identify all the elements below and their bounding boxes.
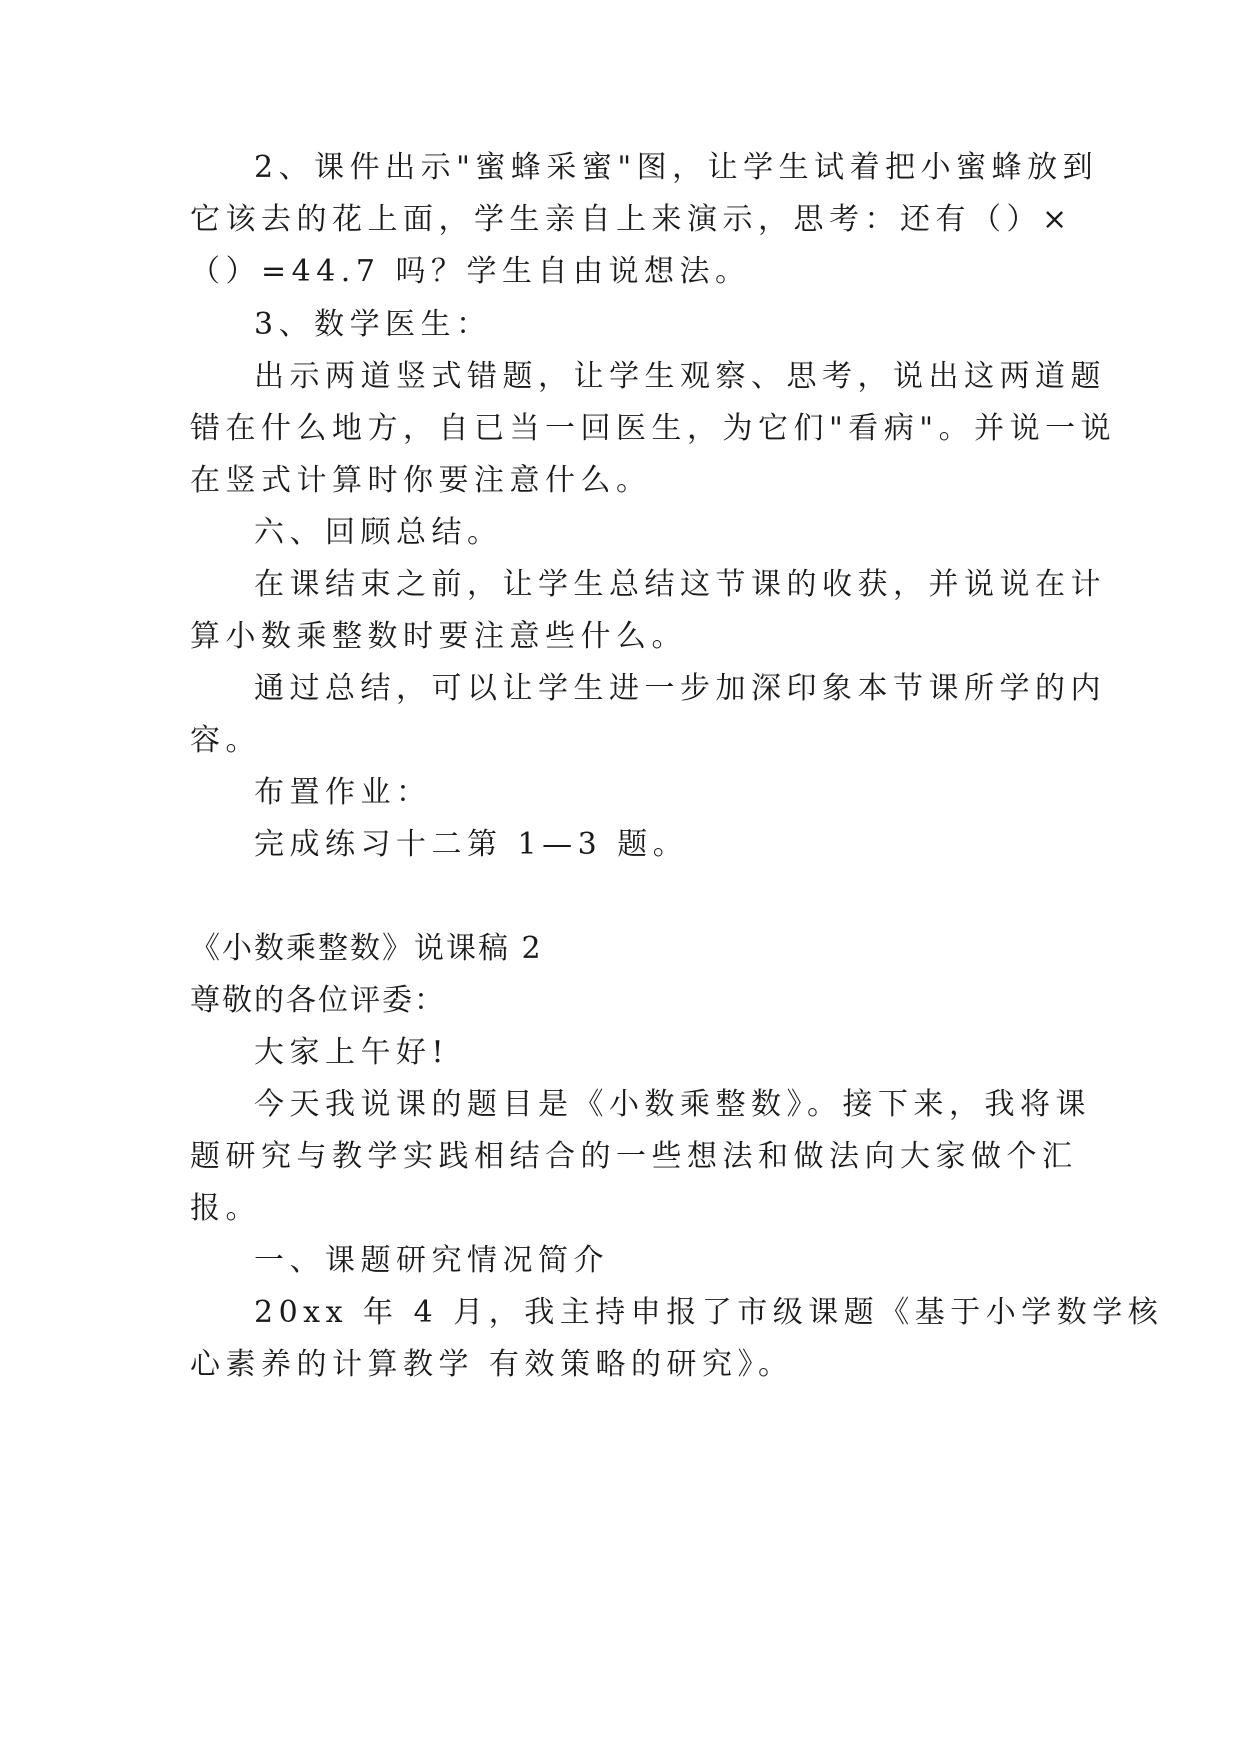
document-title: 《小数乘整数》说课稿 2 xyxy=(190,931,543,966)
paragraph-line: 20xx 年 4 月，我主持申报了市级课题《基于小学数学核 xyxy=(254,1295,1164,1330)
paragraph-line: 在竖式计算时你要注意什么。 xyxy=(190,463,652,498)
section-heading: 六、回顾总结。 xyxy=(254,515,503,550)
paragraph-line: 完成练习十二第 1—3 题。 xyxy=(254,827,689,862)
paragraph-line: 今天我说课的题目是《小数乘整数》。接下来，我将课 xyxy=(254,1087,1091,1122)
section-heading: 一、课题研究情况简介 xyxy=(254,1243,609,1278)
paragraph-line: 算小数乘整数时要注意些什么。 xyxy=(190,619,687,654)
paragraph-line: 在课结束之前，让学生总结这节课的收获，并说说在计 xyxy=(254,567,1106,602)
paragraph-line: 3、数学医生： xyxy=(254,307,492,342)
paragraph-line: 错在什么地方，自已当一回医生，为它们"看病"。并说一说 xyxy=(190,411,1117,446)
paragraph-line: （）=44.7 吗？学生自由说想法。 xyxy=(190,254,751,289)
paragraph-line: 布置作业： xyxy=(254,775,432,810)
paragraph-line: 出示两道竖式错题，让学生观察、思考，说出这两道题 xyxy=(254,359,1106,394)
greeting: 大家上午好! xyxy=(254,1035,450,1070)
paragraph-line: 题研究与教学实践相结合的一些想法和做法向大家做个汇 xyxy=(190,1139,1078,1174)
salutation: 尊敬的各位评委： xyxy=(190,983,446,1018)
paragraph-line: 报。 xyxy=(190,1191,261,1226)
paragraph-line: 容。 xyxy=(190,723,261,758)
paragraph-line: 2、课件出示"蜜蜂采蜜"图，让学生试着把小蜜蜂放到 xyxy=(254,150,1099,185)
paragraph-line: 通过总结，可以让学生进一步加深印象本节课所学的内 xyxy=(254,671,1106,706)
paragraph-line: 心素养的计算教学 有效策略的研究》。 xyxy=(190,1347,794,1382)
paragraph-line: 它该去的花上面，学生亲自上来演示，思考：还有（）× xyxy=(190,202,1073,237)
